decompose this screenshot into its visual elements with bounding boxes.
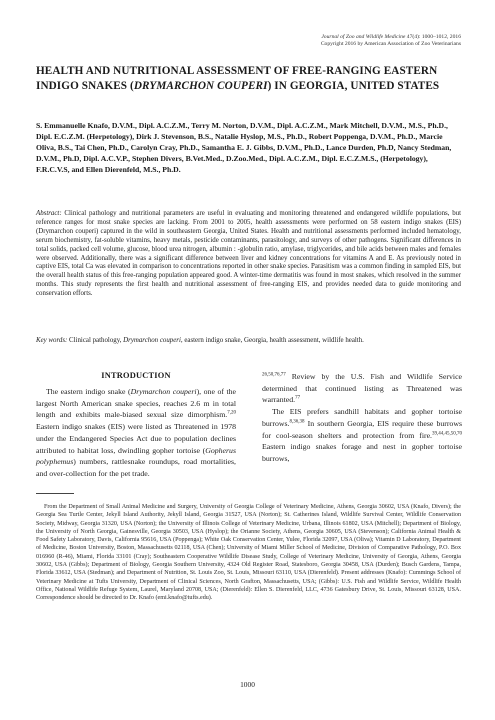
intro-p1-text-e: Review by the U.S. Fish and Wildlife Service determined that continued listing as Threatened was warranted.: [262, 372, 462, 405]
intro-column-right: [262, 371, 462, 465]
abstract-label: Abstract:: [36, 210, 62, 217]
intro-paragraph-1: [36, 386, 236, 480]
keywords-label: Key words:: [36, 337, 68, 344]
article-title: [36, 64, 456, 93]
intro-p2-text-a: The EIS prefers sandhill habitats and gopher tortoise burrows.: [262, 407, 462, 428]
page-number: 1000: [240, 680, 255, 689]
intro-p1-text-d: ) numbers, rattlesnake roundups, road mortalities, and over-collection for the pet trade.: [36, 457, 236, 478]
citation-ref: 7,20: [227, 410, 236, 416]
intro-paragraph-2: [262, 406, 462, 465]
intro-p1-species: Drymarchon couperi: [130, 387, 197, 396]
intro-p2-text-c: Eastern indigo snakes forage and nest in gopher tortoise burrows,: [262, 442, 462, 463]
copyright-line: Copyright 2016 by American Association of Zoo Veterinarians: [320, 41, 461, 48]
footnote-divider: [36, 493, 74, 494]
intro-p1-text-b: ), one of the largest North American snake species, reaches 2.6 m in total length and exhibits male-biased sexual size dimorphism.: [36, 387, 237, 420]
intro-p1-text-c: Eastern indigo snakes (EIS) were listed as Threatened in 1978 under the Endangered Species Act due to population declines attributed to habitat loss, dwindling gopher tortoise (: [36, 422, 236, 455]
intro-column-left: [36, 386, 236, 480]
abstract: [36, 210, 461, 299]
abstract-text: Clinical pathology and nutritional parameters are useful in evaluating and monitoring threatened and endangered wildlife populations, but reference ranges for most snake species are lacking. From 2001 to 2005, health assessments were performed on 58 eastern indigo snakes (EIS) (Drymarchon couperi) captured in the wild in southeastern Georgia, United States. Health and nutritional assessments performed included hematology, serum biochemistry, fat-soluble vitamins, heavy metals, pesticide contaminants, parasitology, and surveys of other pathogens. Significant differences in total solids, packed cell volume, glucose, blood urea nitrogen, albumin : -globulin ratio, amylase, triglycerides, and bile acids between males and females were observed. Additionally, there was a significant difference between liver and kidney concentrations for vitamins A and E. As previously noted in captive EIS, total Ca was elevated in comparison to concentrations reported in other snake species. Parasitism was a common finding in sampled EIS, but the overall health status of this free-ranging population appeared good. A winter-time dermatitis was found in most snakes, which resolved in the summer months. This study represents the first health and nutritional assessment of free-ranging EIS, and provides needed data to guide monitoring and conservation efforts.: [36, 210, 461, 298]
keywords-text-1: Clinical pathology,: [67, 337, 124, 344]
title-part-1: HEALTH AND NUTRITIONAL ASSESSMENT OF FREE-RANGING EASTERN INDIGO SNAKES (: [36, 65, 438, 92]
author-list: S. Emmanuelle Knafo, D.V.M., Dipl. A.C.Z.M., Terry M. Norton, D.V.M., Dipl. A.C.Z.M., Mark Mitchell, D.V.M., M.S., Ph.D., Dipl. E.C.Z.M. (Herpetology), Dirk J. Stevenson, B.S., Natalie Hyslop, M.S., Ph.D., Robert Poppenga, D.V.M., Ph.D., Marcie Oliva, B.S., Tai Chen, Ph.D., Carolyn Cray, Ph.D., Samantha E. J. Gibbs, D.V.M., Ph.D., Lance Durden, Ph.D, Nancy Stedman, D.V.M., Ph.D, Dipl. A.C.V.P., Stephen Divers, B.Vet.Med., D.Zoo.Med., Dipl. A.C.Z.M., Dipl. E.C.Z.M.S., (Herpetology), F.R.C.V.S, and Ellen Dierenfeld, M.S., Ph.D.: [36, 121, 452, 174]
citation-ref: 77: [295, 395, 301, 401]
journal-name: Journal of Zoo and Wildlife Medicine: [321, 34, 406, 40]
intro-p2-text-b: In southern Georgia, EIS require these burrows for cool-season shelters and protection from fire.: [262, 418, 462, 440]
title-species: DRYMARCHON COUPERI: [133, 79, 268, 92]
title-part-2: ) IN GEORGIA, UNITED STATES: [267, 79, 440, 92]
affiliations-footnote: From the Department of Small Animal Medicine and Surgery, University of Georgia College of Veterinary Medicine, Athens, Georgia 30602, USA (Knafo, Divers); the Georgia Sea Turtle Center, Jekyll Island Authority, Jekyll Island, Georgia 31527, USA (Norton); St. Catherines Island, Wildlife Survival Center, Wildlife Conservation Society, Midway, Georgia 31320, USA (Norton); the University of Illinois College of Veterinary Medicine, Urbana, Illinois 61802, USA (Mitchell); Department of Biology, the University of North Georgia, Gainesville, Georgia 30503, USA (Hyslop); the Orianne Society, Athens, Georgia 30605, USA (Stevenson); California Animal Health & Food Safety Laboratory, Davis, California 95616, USA (Poppenga); White Oak Conservation Center, Yulee, Florida 32097, USA (Oliva); Vitamin D Laboratory, Department of Medicine, Boston University, Boston, Massachusetts 02118, USA (Chen); University of Miami Miller School of Medicine, Division of Comparative Pathology, P.O. Box 016960 (R-46), Miami, Florida 33101 (Cray); Southeastern Cooperative Wildlife Disease Study, College of Veterinary Medicine, University of Georgia, Athens, Georgia 30602, USA (Gibbs); Department of Biology, Georgia Southern University, 4324 Old Register Road, Statesboro, Georgia 30458, USA (Durden); Busch Gardens, Tampa, Florida 33612, USA (Stedman); and Department of Nutrition, St. Louis Zoo, St. Louis, Missouri 63110, USA (Dierenfeld). Present addresses (Knafo): Cummings School of Veterinary Medicine at Tufts University, Department of Clinical Sciences, North Grafton, Massachusetts, USA; (Gibbs): U.S. Fish and Wildlife Service, Wildlife Health Office, National Wildlife Refuge System, Laurel, Maryland 20708, USA; (Dierenfeld): Ellen S. Dierenfeld, LLC, 4736 Gatesbury Drive, St. Louis, Missouri 63128, USA. Correspondence should be directed to Dr. Knafo (emi.knafo@tufts.edu).: [36, 504, 461, 602]
intro-p1-text-a: The eastern indigo snake (: [46, 387, 131, 396]
keywords-species: Drymarchon couperi: [123, 337, 181, 344]
section-heading-introduction: INTRODUCTION: [101, 371, 171, 380]
citation-ref: 8,36,38: [289, 419, 305, 425]
citation-ref: 26,50,76,77: [262, 372, 286, 378]
intro-paragraph-1-cont: [262, 371, 462, 406]
keywords: [36, 337, 461, 346]
intro-p1-species-2: Gopherus polyphemus: [36, 445, 236, 467]
keywords-text-2: , eastern indigo snake, Georgia, health assessment, wildlife health.: [180, 337, 364, 344]
journal-citation: 47(4): 1000–1012, 2016: [405, 34, 461, 40]
journal-header: [161, 34, 461, 48]
citation-ref: 39,44,45,50,70: [432, 430, 462, 436]
